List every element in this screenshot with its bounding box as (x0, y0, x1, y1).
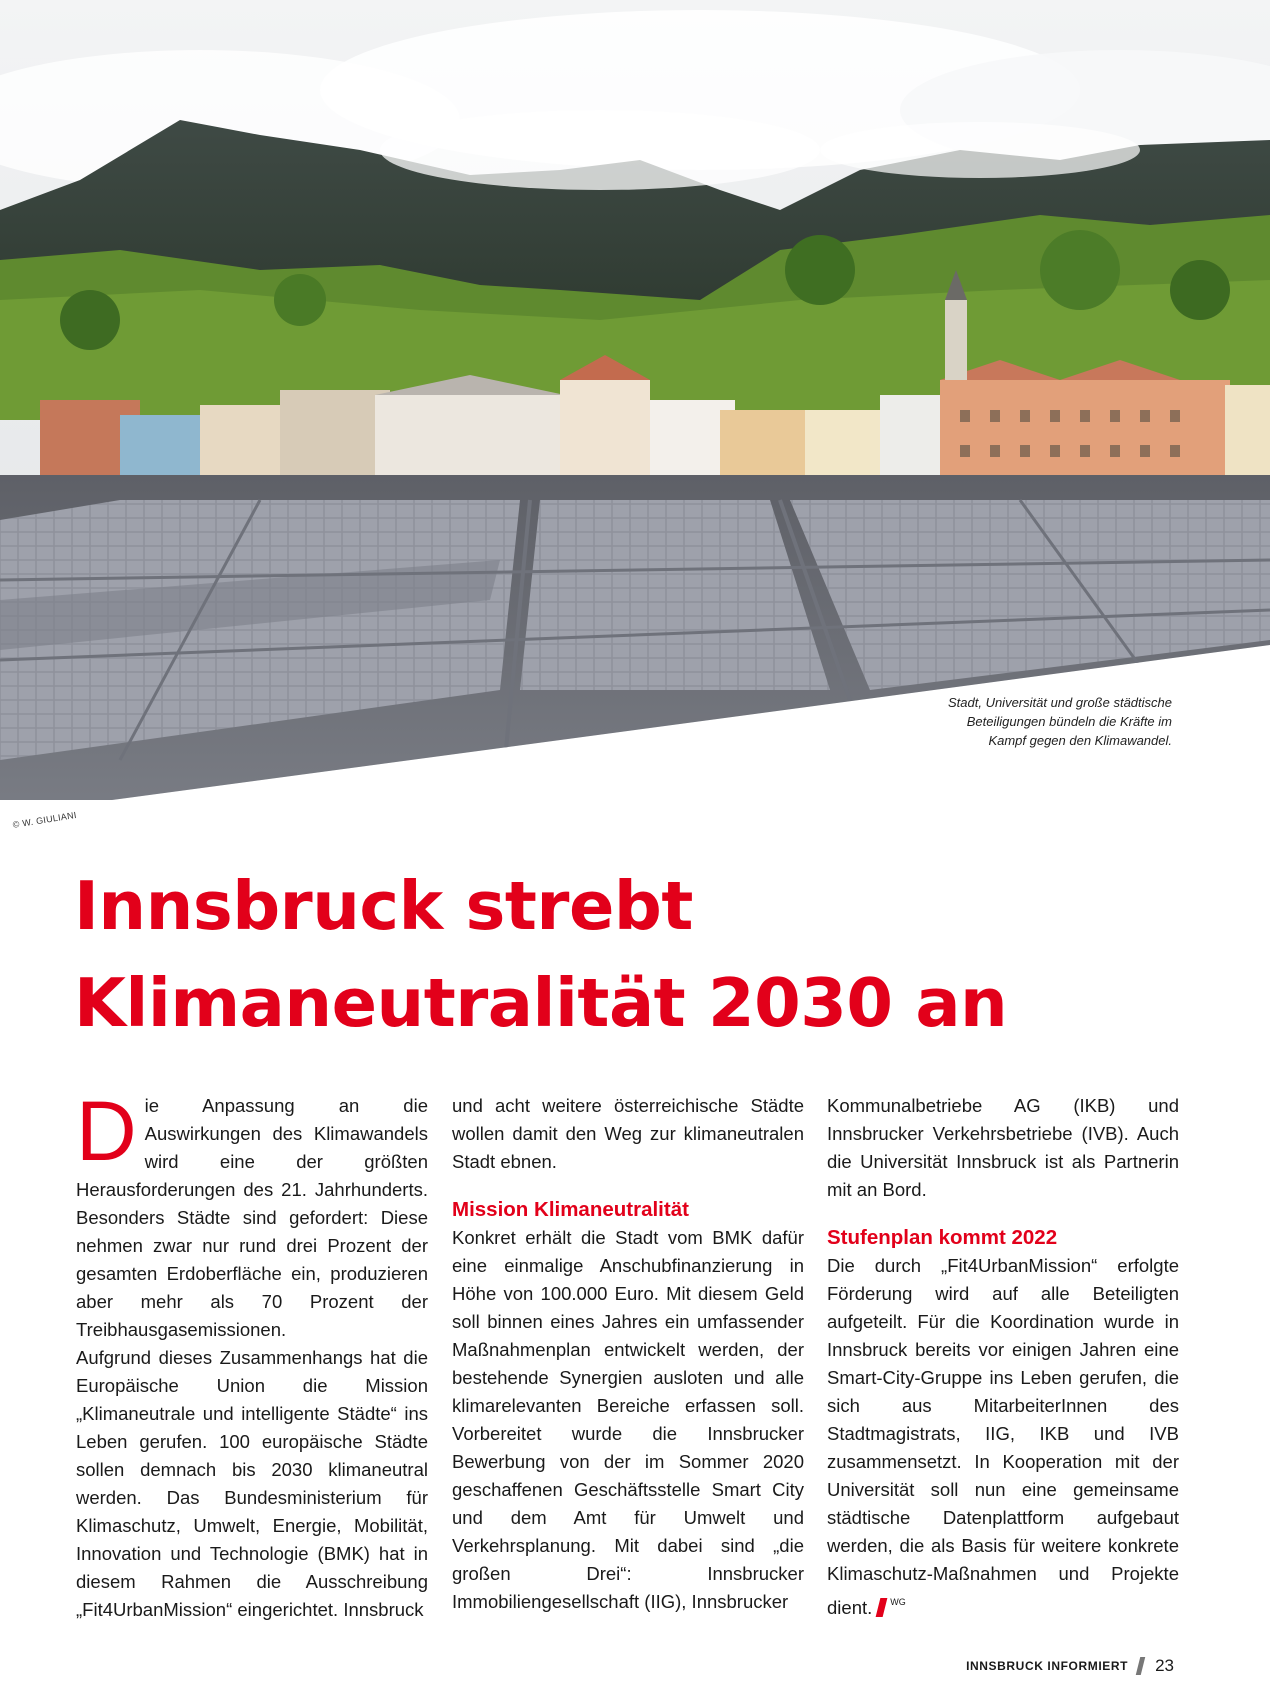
intro-paragraph (76, 1084, 428, 1344)
article-column-3 (827, 1092, 1179, 1622)
hero-photo (0, 0, 1270, 800)
page-footer (966, 1656, 1174, 1676)
closing-paragraph (827, 1252, 1179, 1622)
drop-cap: D (76, 1084, 137, 1178)
publication-name: INNSBRUCK INFORMIERT (966, 1659, 1129, 1673)
title-line-2: Klimaneutralität 2030 an (74, 964, 1008, 1042)
author-initials: WG (890, 1597, 906, 1607)
article-title (74, 858, 1194, 1052)
article-column-2 (452, 1092, 804, 1616)
paragraph-3: und acht weitere österreichische Städte wollen damit den Weg zur klimaneutralen Stadt ebnen. (452, 1095, 804, 1172)
subhead-mission: Mission Klimaneutralität (452, 1198, 689, 1221)
paragraph-5: Kommunalbetriebe AG (IKB) und Innsbrucker Verkehrsbetriebe (IVB). Auch die Universität Innsbruck ist als Partnerin mit an Bord. (827, 1095, 1179, 1200)
divider-slash-icon (1136, 1657, 1145, 1675)
photo-credit: © W. GIULIANI (12, 809, 78, 830)
subhead-stufenplan: Stufenplan kommt 2022 (827, 1226, 1058, 1249)
paragraph-1: ie Anpassung an die Auswirkungen des Klimawandels wird eine der größten Herausforderungen des 21. Jahrhunderts. Besonders Städte sind gefordert: Diese nehmen zwar nur rund drei Prozent der gesamten Erdoberfläche ein, produzieren aber mehr als 70 Prozent der Treibhausgasemissionen. (76, 1095, 428, 1340)
article-column-1 (76, 1084, 428, 1624)
paragraph-4: Konkret erhält die Stadt vom BMK dafür eine einmalige Anschubfinanzierung in Höhe von 100.000 Euro. Mit diesem Geld soll binnen eines Jahres ein umfassender Maßnahmenplan entwickelt werden, der bestehende Synergien ausloten und alle klimarelevanten Bereiche erfassen soll. Vorbereitet wurde die Innsbrucker Bewerbung von der im Sommer 2020 geschaffenen Geschäftsstelle Smart City und dem Amt für Umwelt und Verkehrsplanung. Mit dabei sind „die großen Drei“: Innsbrucker Immobiliengesellschaft (IIG), Innsbrucker (452, 1227, 804, 1612)
title-line-1: Innsbruck strebt (74, 867, 693, 945)
photo-caption: Stadt, Universität und große städtische Beteiligungen bündeln die Kräfte im Kampf gegen den Klimawandel. (947, 695, 1172, 748)
paragraph-6: Die durch „Fit4UrbanMission“ erfolgte Förderung wird auf alle Beteiligten aufgeteilt. Für die Koordination wurde in Innsbruck bereits vor einigen Jahren eine Smart-City-Gruppe ins Leben gerufen, die sich aus MitarbeiterInnen des Stadtmagistrats, IIG, IKB und IVB zusammensetzt. In Kooperation mit der Universität soll nun eine gemeinsame städtische Datenplattform aufgebaut werden, die als Basis für weitere konkrete Klimaschutz-Maßnahmen und Projekte dient. (827, 1255, 1179, 1618)
paragraph-2: Aufgrund dieses Zusammenhangs hat die Europäische Union die Mission „Klimaneutrale und intelligente Städte“ ins Leben gerufen. 100 europäische Städte sollen demnach bis 2030 klimaneutral werden. Das Bundesministerium für Klimaschutz, Umwelt, Energie, Mobilität, Innovation und Technologie (BMK) hat in diesem Rahmen die Ausschreibung „Fit4UrbanMission“ eingerichtet. Innsbruck (76, 1347, 428, 1620)
end-mark-icon (876, 1598, 888, 1617)
page-number: 23 (1155, 1656, 1174, 1675)
